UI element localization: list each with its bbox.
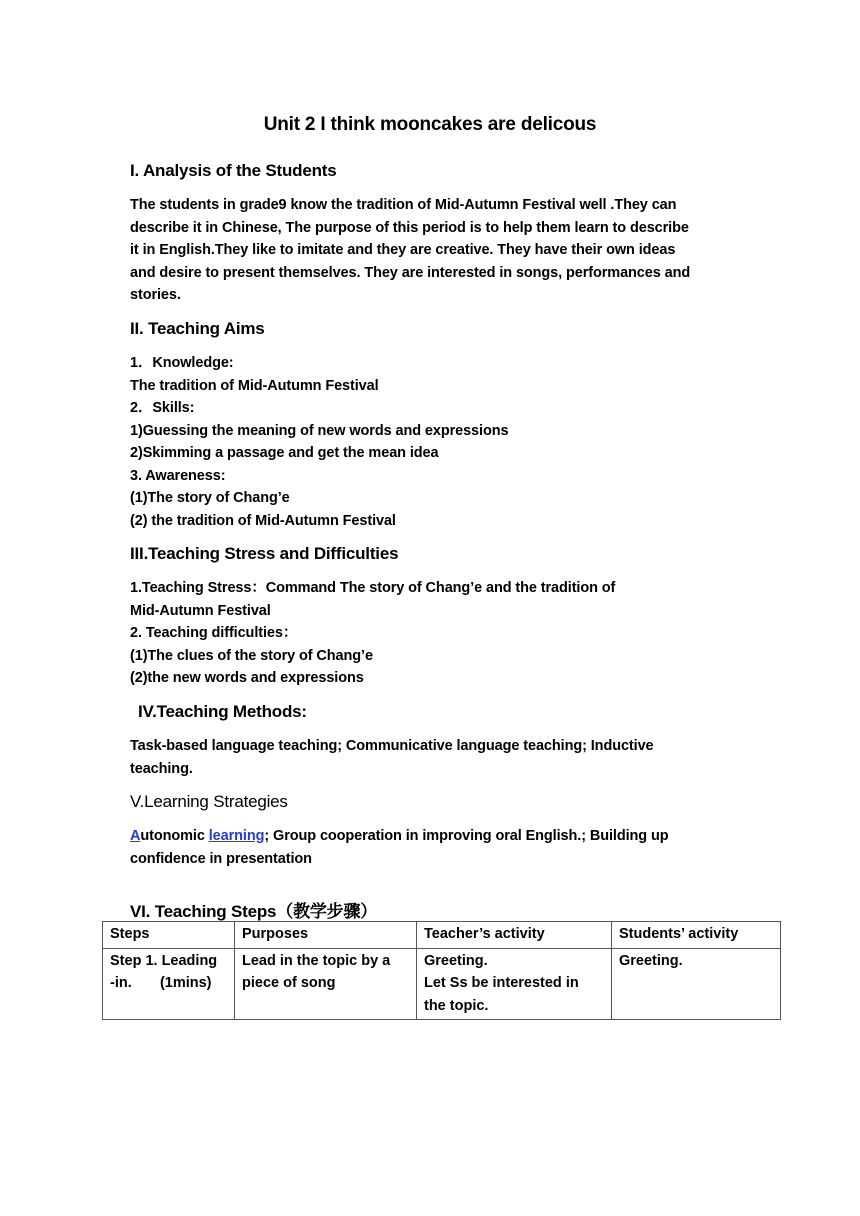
text-line: piece of song: [242, 975, 336, 991]
text-line: Lead in the topic by a: [242, 952, 391, 969]
section-heading-stress: III.Teaching Stress and Difficulties: [130, 544, 399, 563]
text-line: (1)The story of Chang’e: [130, 490, 290, 506]
hyperlink-a[interactable]: A: [130, 828, 141, 844]
header-cell-steps: Steps: [103, 922, 235, 949]
text-line: 2．Skills:: [130, 400, 195, 416]
text-span: utonomic: [140, 828, 209, 844]
text-line: The tradition of Mid-Autumn Festival: [130, 377, 379, 394]
text-line: Greeting.: [424, 952, 488, 969]
text-line: 1)Guessing the meaning of new words and expressions: [130, 422, 509, 439]
text-line: confidence in presentation: [130, 850, 312, 867]
text-line: Task-based language teaching; Communicative language teaching; Inductive: [130, 738, 654, 754]
text-line: describe it in Chinese, The purpose of this period is to help them learn to describe: [130, 219, 689, 236]
section-heading-methods: IV.Teaching Methods:: [138, 702, 307, 721]
text-line: stories.: [130, 287, 181, 303]
text-line: and desire to present themselves. They are interested in songs, performances and: [130, 264, 691, 281]
text-line: The students in grade9 know the tradition of Mid-Autumn Festival well .They can: [130, 197, 677, 213]
text-line: Mid-Autumn Festival: [130, 602, 271, 619]
text-line: [130, 825, 740, 848]
methods-paragraph: [130, 735, 740, 780]
text-span: ; Group cooperation in improving oral English.; Building up: [264, 828, 669, 844]
text-line: teaching.: [130, 760, 193, 777]
text-line: 3. Awareness:: [130, 467, 226, 484]
table-row: [103, 948, 781, 1020]
text-line: -in. (1mins): [110, 975, 212, 991]
text-line: the topic.: [424, 997, 489, 1014]
cell-teacher-activity: [417, 948, 612, 1020]
section-heading-aims: II. Teaching Aims: [130, 319, 265, 338]
stress-list: [130, 577, 740, 690]
text-line: Let Ss be interested in: [424, 975, 579, 991]
text-line: (2) the tradition of Mid-Autumn Festival: [130, 512, 396, 529]
cell-purpose: [235, 948, 417, 1020]
hyperlink-learning[interactable]: learning: [208, 828, 265, 844]
text-line: 1.Teaching Stress：Command The story of Chang’e and the tradition of: [130, 580, 616, 596]
text-line: Step 1. Leading: [110, 952, 218, 969]
table-header-row: [103, 922, 781, 949]
section-heading-steps: VI. Teaching Steps（教学步骤）: [130, 902, 378, 921]
aims-list: [130, 352, 740, 532]
header-cell-students-activity: Students’ activity: [612, 922, 781, 949]
text-line: (1)The clues of the story of Chang’e: [130, 647, 373, 664]
header-cell-purposes: Purposes: [235, 922, 417, 949]
analysis-paragraph: [130, 194, 740, 307]
header-cell-teacher-activity: Teacher’s activity: [417, 922, 612, 949]
document-title: Unit 2 I think mooncakes are delicous: [263, 114, 597, 135]
text-line: it in English.They like to imitate and they are creative. They have their own ideas: [130, 242, 676, 258]
text-line: 2. Teaching difficulties：: [130, 625, 298, 641]
text-line: (2)the new words and expressions: [130, 670, 364, 686]
text-line: 1．Knowledge:: [130, 355, 234, 371]
section-heading-analysis: I. Analysis of the Students: [130, 161, 337, 180]
strategies-paragraph: [130, 825, 740, 870]
section-heading-strategies: V.Learning Strategies: [130, 792, 288, 811]
teaching-steps-table: [102, 921, 781, 1020]
cell-students-activity: Greeting.: [612, 948, 781, 1020]
cell-step: [103, 948, 235, 1020]
text-line: 2)Skimming a passage and get the mean idea: [130, 445, 439, 461]
